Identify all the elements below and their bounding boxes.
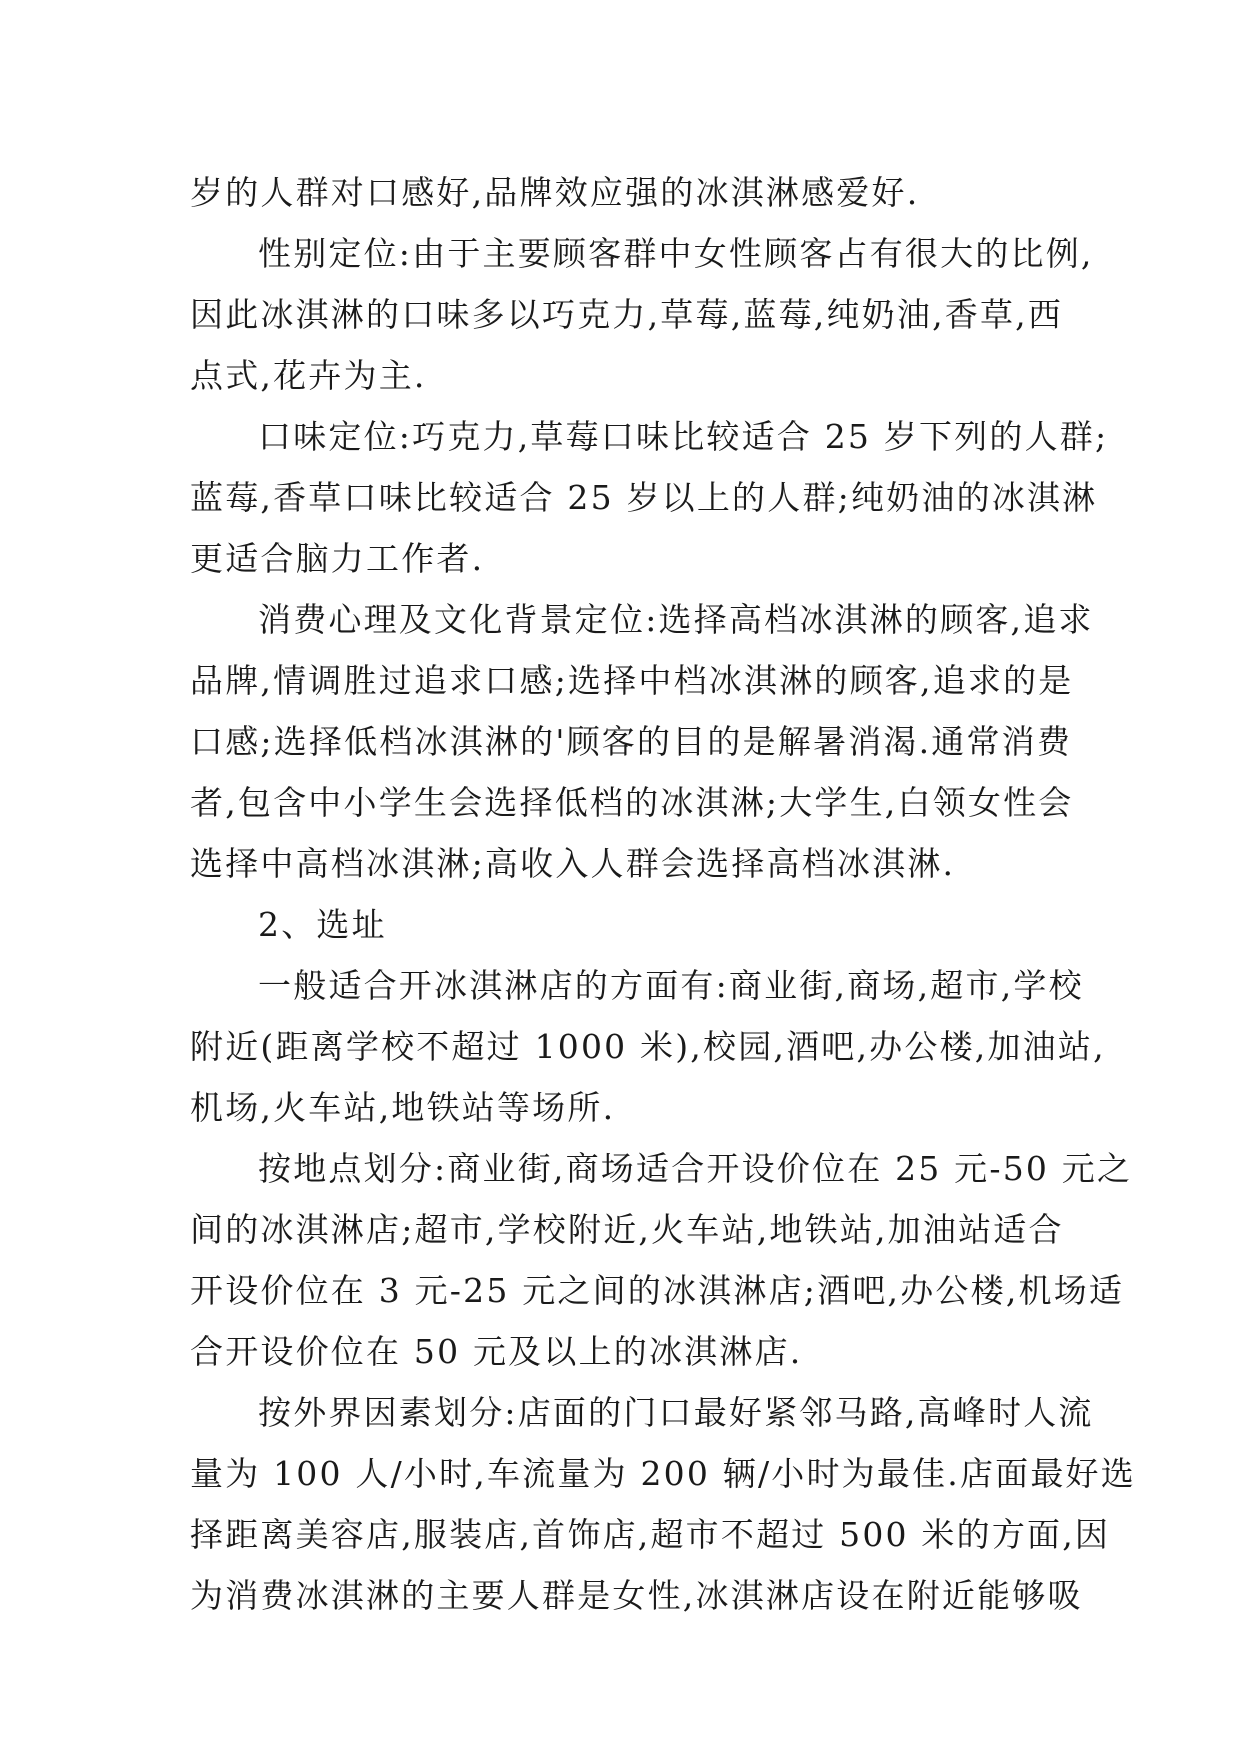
text-line: 消费心理及文化背景定位:选择高档冰淇淋的顾客,追求 — [258, 600, 1094, 639]
text-line: 附近(距离学校不超过 1000 米),校园,酒吧,办公楼,加油站, — [190, 1027, 1106, 1066]
text-line: 为消费冰淇淋的主要人群是女性,冰淇淋店设在附近能够吸 — [190, 1576, 1083, 1615]
text-line: 点式,花卉为主. — [190, 356, 427, 395]
text-line: 蓝莓,香草口味比较适合 25 岁以上的人群;纯奶油的冰淇淋 — [190, 478, 1098, 517]
text-line: 更适合脑力工作者. — [190, 539, 485, 578]
text-line: 性别定位:由于主要顾客群中女性顾客占有很大的比例, — [258, 234, 1094, 273]
text-line: 因此冰淇淋的口味多以巧克力,草莓,蓝莓,纯奶油,香草,西 — [190, 295, 1064, 334]
text-line: 口味定位:巧克力,草莓口味比较适合 25 岁下列的人群; — [258, 417, 1109, 456]
text-line: 开设价位在 3 元-25 元之间的冰淇淋店;酒吧,办公楼,机场适 — [190, 1271, 1125, 1310]
text-line: 机场,火车站,地铁站等场所. — [190, 1088, 616, 1127]
text-line: 口感;选择低档冰淇淋的'顾客的目的是解暑消渴.通常消费 — [190, 722, 1073, 761]
text-line: 岁的人群对口感好,品牌效应强的冰淇淋感爱好. — [190, 173, 920, 212]
body-text — [190, 162, 1136, 1626]
text-line: 者,包含中小学生会选择低档的冰淇淋;大学生,白领女性会 — [190, 783, 1074, 822]
text-line: 间的冰淇淋店;超市,学校附近,火车站,地铁站,加油站适合 — [190, 1210, 1064, 1249]
text-line: 合开设价位在 50 元及以上的冰淇淋店. — [190, 1332, 803, 1371]
text-line: 2、选址 — [258, 905, 387, 944]
text-line: 择距离美容店,服装店,首饰店,超市不超过 500 米的方面,因 — [190, 1515, 1111, 1554]
text-line: 品牌,情调胜过追求口感;选择中档冰淇淋的顾客,追求的是 — [190, 661, 1074, 700]
text-line: 量为 100 人/小时,车流量为 200 辆/小时为最佳.店面最好选 — [190, 1454, 1136, 1493]
text-line: 按地点划分:商业街,商场适合开设价位在 25 元-50 元之 — [258, 1149, 1133, 1188]
text-line: 按外界因素划分:店面的门口最好紧邻马路,高峰时人流 — [258, 1393, 1094, 1432]
text-line: 一般适合开冰淇淋店的方面有:商业街,商场,超市,学校 — [258, 966, 1084, 1005]
text-line: 选择中高档冰淇淋;高收入人群会选择高档冰淇淋. — [190, 844, 956, 883]
